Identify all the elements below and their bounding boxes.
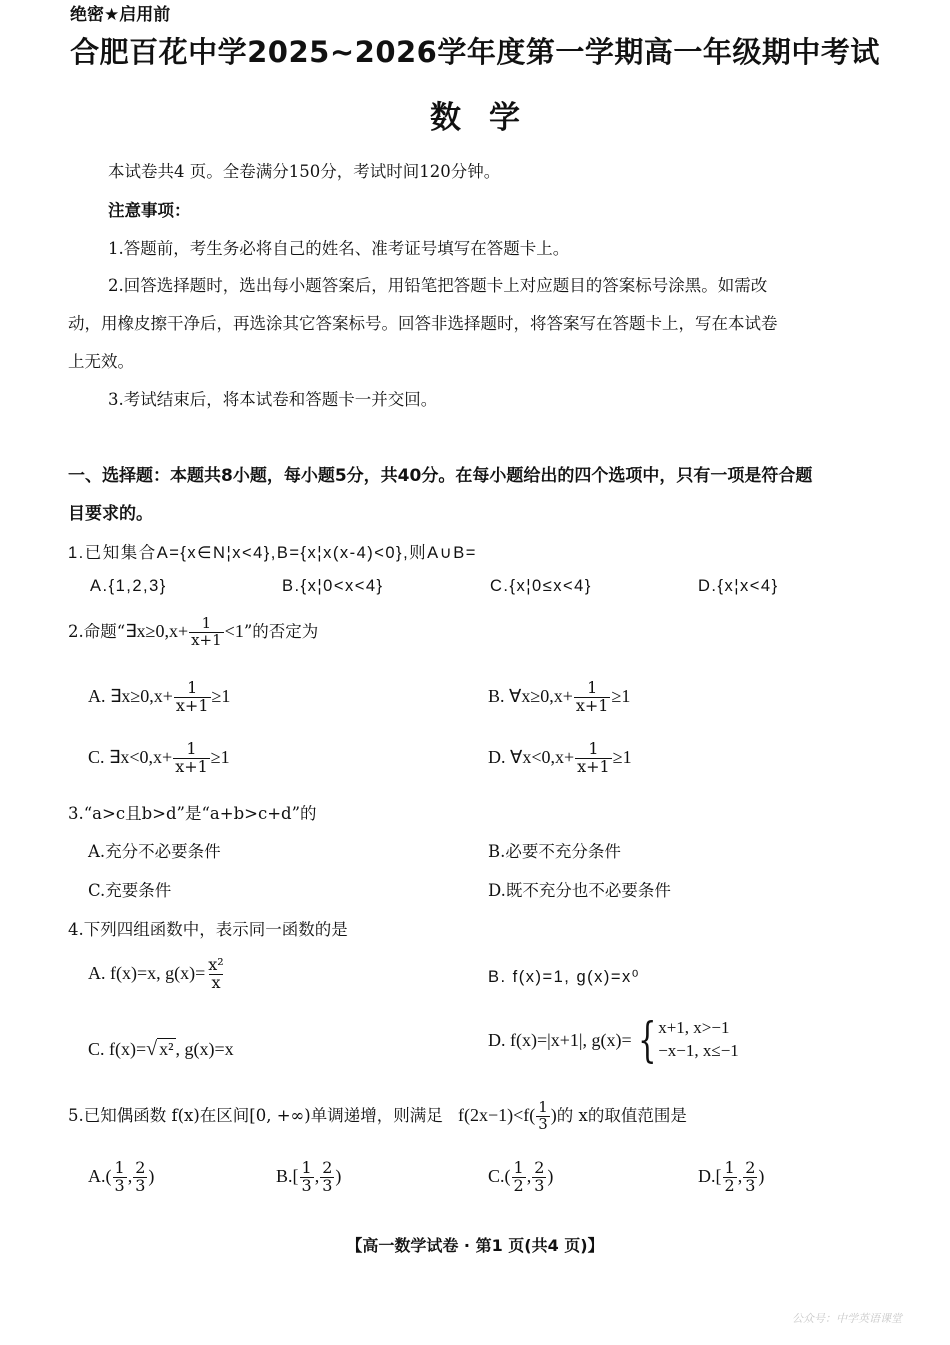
notes-title: 注意事项： xyxy=(108,201,191,220)
q1-stem: 1.已知集合A={x∈N¦x<4},B={x¦x(x-4)<0},则A∪B= xyxy=(68,544,477,562)
q5-c-d1: 2 xyxy=(513,1175,524,1195)
q5-d-d1: 2 xyxy=(724,1175,735,1195)
q3-option-a: A.充分不必要条件 xyxy=(88,842,221,861)
q2-d-num: 1 xyxy=(588,739,599,758)
q1-option-b: B.{x¦0<x<4} xyxy=(282,577,384,595)
q5-b-close: ) xyxy=(335,1165,342,1186)
q5-b-n2: 2 xyxy=(322,1158,333,1177)
q5-a-frac-1 xyxy=(113,1160,127,1195)
q5-d-n1: 1 xyxy=(724,1158,735,1177)
q5-c-frac-2 xyxy=(532,1160,546,1195)
q4-c-radicand: x² xyxy=(159,1039,174,1059)
exam-title: 合肥百花中学2025~2026学年度第一学期高一年级期中考试 xyxy=(70,35,880,69)
page-footer: 【高一数学试卷 · 第1 页(共4 页)】 xyxy=(346,1236,604,1255)
q5-stem-pre: 5.已知偶函数 f(x)在区间[0, +∞)单调递增，则满足 xyxy=(68,1105,443,1125)
q4-d-case-2: −x−1, x≤−1 xyxy=(658,1041,739,1060)
q4-a-num: x² xyxy=(208,955,224,974)
q5-stem-num: 1 xyxy=(538,1098,548,1116)
q2-option-d xyxy=(488,741,632,776)
q2-stem xyxy=(68,616,318,649)
q5-a-close: ) xyxy=(148,1165,155,1186)
q4-c-pre: C. f(x)= xyxy=(88,1039,147,1059)
q5-d-close: ) xyxy=(758,1165,765,1186)
section-1-title-line-2: 目要求的。 xyxy=(68,504,153,524)
q3-stem: 3.“a>c且b>d”是“a+b>c+d”的 xyxy=(68,804,317,823)
q2-d-pre: D. ∀x<0,x+ xyxy=(488,746,575,767)
note-1: 1.答题前，考生务必将自己的姓名、准考证号填写在答题卡上。 xyxy=(108,239,570,258)
q2-frac-den: x+1 xyxy=(191,630,222,649)
q2-stem-fraction xyxy=(189,616,224,649)
q5-stem-den: 3 xyxy=(538,1114,548,1133)
q5-stem-fraction xyxy=(536,1100,550,1133)
q2-c-num: 1 xyxy=(186,739,197,758)
q2-c-post: ≥1 xyxy=(210,746,230,767)
subject-title: 数学 xyxy=(430,100,548,136)
q5-stem-close: ) xyxy=(550,1104,557,1125)
q5-b-open: B.[ xyxy=(276,1165,299,1186)
q5-b-frac-2 xyxy=(320,1160,334,1195)
q4-option-a xyxy=(88,957,227,992)
q5-stem-post: 的 x的取值范围是 xyxy=(556,1105,687,1125)
q2-option-b xyxy=(488,680,630,715)
watermark: 公众号：中学英语课堂 xyxy=(792,1312,902,1325)
q2-option-a xyxy=(88,680,230,715)
q2-stem-pre: 2.命题“ xyxy=(68,621,126,641)
q5-b-d1: 3 xyxy=(301,1175,312,1195)
q5-c-open: C.( xyxy=(488,1165,511,1186)
intro-line: 本试卷共4 页。全卷满分150分，考试时间120分钟。 xyxy=(108,162,501,181)
q2-d-den: x+1 xyxy=(577,756,610,776)
section-1-title-line-1: 一、选择题：本题共8小题，每小题5分，共40分。在每小题给出的四个选项中，只有一项是符合题 xyxy=(68,466,813,486)
q5-d-frac-2 xyxy=(743,1160,757,1195)
q4-b-text: B. f(x)=1, g(x)=x⁰ xyxy=(488,968,640,986)
q2-b-pre: B. ∀x≥0,x+ xyxy=(488,685,573,706)
q2-b-num: 1 xyxy=(587,678,598,697)
q5-c-n2: 2 xyxy=(534,1158,545,1177)
q4-stem: 4.下列四组函数中，表示同一函数的是 xyxy=(68,920,348,939)
q2-c-fraction xyxy=(173,741,210,776)
q5-d-n2: 2 xyxy=(745,1158,756,1177)
q2-stem-math: ∃x≥0,x+ xyxy=(125,620,189,641)
q2-a-pre: A. ∃x≥0,x+ xyxy=(88,685,173,706)
q4-option-c xyxy=(88,1038,234,1061)
q5-d-open: D.[ xyxy=(698,1165,722,1186)
q5-b-frac-1 xyxy=(300,1160,314,1195)
q3-option-b: B.必要不充分条件 xyxy=(488,842,621,861)
note-2-line-1: 2.回答选择题时，选出每小题答案后，用铅笔把答题卡上对应题目的答案标号涂黑。如需改 xyxy=(108,276,768,295)
note-3: 3.考试结束后，将本试卷和答题卡一并交回。 xyxy=(108,390,438,409)
sqrt-icon: √ xyxy=(146,1038,158,1060)
q2-stem-compare: <1 xyxy=(224,620,244,641)
q3-option-c: C.充要条件 xyxy=(88,881,172,900)
q5-b-d2: 3 xyxy=(322,1175,333,1195)
q4-d-cases xyxy=(658,1017,739,1063)
q5-option-a: A.( $\frac{1}{3}$ , $\frac{2}{3}$ ) xyxy=(88,1158,155,1195)
q4-d-case-1: x+1, x>−1 xyxy=(658,1018,730,1038)
left-brace-icon: { xyxy=(637,1012,657,1068)
q5-d-d2: 3 xyxy=(745,1175,756,1195)
note-2-line-3: 上无效。 xyxy=(68,352,134,371)
q4-option-d xyxy=(488,1012,739,1068)
q2-a-post: ≥1 xyxy=(211,685,231,706)
q3-option-d: D.既不充分也不必要条件 xyxy=(488,881,671,900)
q5-a-open: A.( xyxy=(88,1165,112,1186)
q2-c-den: x+1 xyxy=(175,756,208,776)
q5-option-b: B.[ $\frac{1}{3}$ , $\frac{2}{3}$ ) xyxy=(276,1158,342,1195)
q2-a-num: 1 xyxy=(187,678,198,697)
q5-a-frac-2 xyxy=(133,1160,147,1195)
q5-a-n2: 2 xyxy=(135,1158,146,1177)
q2-option-c xyxy=(88,741,230,776)
q5-a-n1: 1 xyxy=(114,1158,125,1177)
q2-a-den: x+1 xyxy=(175,695,209,715)
q2-a-fraction xyxy=(174,680,211,715)
q1-option-a: A.{1,2,3} xyxy=(90,577,167,595)
q1-option-d: D.{x¦x<4} xyxy=(698,577,779,595)
q2-d-fraction xyxy=(575,741,612,776)
q2-d-post: ≥1 xyxy=(612,746,632,767)
q5-c-close: ) xyxy=(547,1165,554,1186)
q5-c-frac-1 xyxy=(512,1160,526,1195)
q5-d-frac-1 xyxy=(723,1160,737,1195)
q4-c-post: , g(x)=x xyxy=(175,1039,234,1059)
q2-b-fraction xyxy=(574,680,611,715)
q2-stem-post: ”的否定为 xyxy=(243,621,319,641)
q4-option-b xyxy=(488,967,640,987)
q2-b-post: ≥1 xyxy=(611,685,631,706)
q4-a-fraction xyxy=(206,957,225,992)
confidential-label: 绝密★启用前 xyxy=(70,5,171,25)
q2-frac-num: 1 xyxy=(201,614,212,632)
q5-option-d: D.[ $\frac{1}{2}$ , $\frac{2}{3}$ ) xyxy=(698,1158,765,1195)
q5-c-d2: 3 xyxy=(534,1175,545,1195)
q5-a-d2: 3 xyxy=(135,1175,146,1195)
q2-b-den: x+1 xyxy=(575,695,609,715)
q4-a-den: x xyxy=(211,972,221,992)
q5-stem xyxy=(68,1100,687,1133)
q1-option-c: C.{x¦0≤x<4} xyxy=(490,577,592,595)
q5-option-c: C.( $\frac{1}{2}$ , $\frac{2}{3}$ ) xyxy=(488,1158,554,1195)
q2-c-pre: C. ∃x<0,x+ xyxy=(88,746,173,767)
q5-c-n1: 1 xyxy=(513,1158,524,1177)
q5-stem-math: f(2x−1)<f( xyxy=(457,1104,536,1125)
q5-b-n1: 1 xyxy=(301,1158,312,1177)
q4-a-pre: A. f(x)=x, g(x)= xyxy=(88,962,206,983)
q4-d-pre: D. f(x)=|x+1|, g(x)= xyxy=(488,1029,632,1050)
note-2-line-2: 动，用橡皮擦干净后，再选涂其它答案标号。回答非选择题时，将答案写在答题卡上，写在本试卷 xyxy=(68,314,778,333)
q5-a-d1: 3 xyxy=(114,1175,125,1195)
